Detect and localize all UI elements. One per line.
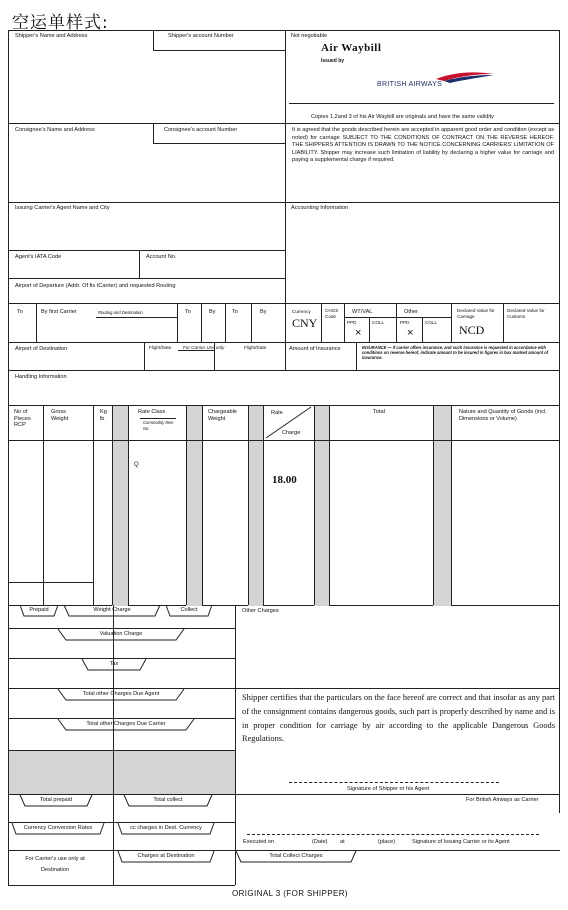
place-label: (place): [378, 839, 396, 845]
total-label: Total: [373, 409, 385, 415]
consignee-name-label: Consignee's Name and Address: [15, 127, 95, 133]
air-waybill-title: Air Waybill: [321, 42, 382, 54]
executed-signature-line: [247, 834, 539, 835]
cc-charges-label: cc charges in Dest. Currency: [130, 825, 202, 831]
other-charges-label: Other Charges: [242, 608, 279, 614]
page-title: 空运单样式:: [12, 13, 109, 33]
charges-destination-tab: [118, 851, 214, 862]
other-label: Other: [404, 309, 418, 315]
weight-charge-label: Weight Charge: [93, 607, 131, 613]
shipper-signature-line: [289, 782, 499, 783]
tax-label: Tax: [109, 661, 119, 667]
total-collect-charges-tab: [236, 851, 356, 862]
issued-by-label: Issued by: [321, 58, 345, 64]
executed-on-label: Executed on: [243, 839, 275, 845]
charges-destination-label: Charges at Destination: [137, 853, 195, 859]
chgs-code-label: CHGS Code: [325, 308, 339, 319]
declared-customs-label: Declared Value for Customs: [507, 308, 545, 319]
not-negotiable-label: Not negotiable: [291, 33, 328, 39]
currency-label: Currency: [292, 309, 311, 314]
no-pieces-label: No of Pieces RCP: [14, 409, 31, 429]
charge-label: Charge: [282, 430, 301, 436]
total-other-carrier-label: Total other Charges Due Carrier: [86, 721, 166, 727]
currency-value: CNY: [292, 316, 318, 330]
collect-label: Collect: [180, 607, 198, 613]
total-prepaid-label: Total prepaid: [39, 797, 73, 803]
handling-info-label: Handling Information: [15, 374, 67, 380]
ppd-label-1: PPD: [347, 320, 357, 325]
airport-departure-label: Airport of Departure (Addr. Of fis tCarrier) and requested Routing: [15, 283, 176, 289]
total-prepaid-tab: [20, 795, 92, 806]
rate-label: Rate: [271, 410, 283, 416]
conditions-text: It is agreed that the goods described herein are accepted in apparent good order and condition (except as noted) for carriage SUBJECT TO THE CONDITIONS OF CONTRACT ON THE REVERSE HEREOF. THE SHIPPERS ATTENTION IS DRAWN TO THE NOTICE CONCERNING CARRIERS' LIMITATION OF LIABILITY. Shipper may increase such limitation of liability by declaring a higher value for carriage and paying a supplemental charge if required.: [292, 127, 554, 164]
prepaid-tab: [20, 605, 58, 616]
kg-lb-label: Kg lb: [100, 409, 107, 422]
chargeable-weight-label: Chargeable Weight: [208, 409, 237, 422]
flight-date-label-1: Flight/Date: [149, 345, 172, 350]
coll-label-2: COLL: [425, 320, 438, 325]
total-other-agent-label: Total other Charges Due Agent: [82, 691, 160, 697]
british-airways-logo: [374, 70, 494, 92]
shipper-certification-text: Shipper certifies that the particulars on the face hereof are correct and that insofar as any part of the consignment contains dangerous goods, such part is properly described by name and is in proper condition for carriage by air according to the applicable Dangerous Goods Regulations.: [242, 693, 555, 744]
by-first-carrier-label: By first Carrier: [41, 309, 77, 315]
copies-note: Copies 1,2and 3 of his Air Waybill are originals and have the same validity: [311, 114, 494, 120]
date-label: (Date): [312, 839, 328, 845]
rate-value: 18.00: [272, 474, 297, 486]
commodity-item-label: Commodity Item No.: [143, 420, 174, 431]
total-other-carrier-tab: [58, 719, 194, 730]
accounting-info-label: Accounting Information: [291, 205, 349, 211]
shipper-name-label: Shipper's Name and Address: [15, 33, 88, 39]
signature-shipper-label: Signature of Shipper or his Agent: [347, 786, 430, 792]
shipper-account-label: Shipper's account Number: [168, 33, 234, 39]
flight-date-label-2: Flight/Date: [244, 345, 267, 350]
at-label: at: [340, 839, 345, 845]
consignee-account-label: Consignee's account Number: [164, 127, 238, 133]
valuation-charge-label: Valuation Charge: [99, 631, 143, 637]
amount-insurance-label: Amount of Insurance: [289, 346, 341, 352]
total-other-agent-tab: [58, 689, 184, 700]
total-collect-tab: [124, 795, 212, 806]
currency-conversion-tab: [12, 823, 104, 834]
for-carrier-use-destination-label: For Carrier's use only at Destination: [25, 856, 85, 873]
for-carrier-use-label: For Carrier Use only: [183, 345, 225, 350]
prepaid-label: Prepaid: [29, 607, 49, 613]
wt-val-label: WT/VAL: [352, 309, 373, 315]
to-label-1: To: [17, 309, 23, 315]
rate-class-label: Rate Class: [138, 409, 166, 415]
ppd-label-2: PPD: [400, 320, 410, 325]
airport-destination-label: Airport of Destination: [15, 346, 68, 352]
currency-conversion-label: Currency Conversion Rates: [23, 825, 93, 831]
signature-issuing-label: Signature of Issuing Carrier or its Agent: [412, 839, 510, 845]
tax-tab: [82, 659, 146, 670]
gross-weight-label: Gross Weight: [51, 409, 69, 422]
declared-carriage-value: NCD: [459, 323, 485, 337]
weight-charge-tab: [64, 605, 160, 616]
by-label-2: By: [209, 309, 216, 315]
coll-label-1: COLL: [372, 320, 385, 325]
insurance-text: INSURANCE — If carrier offers insurance, and such insurance is requested in accordance with conditions on reverse hereof, indicate amount to be insured in figures in box marked amount of insurance.: [362, 345, 549, 361]
iata-code-label: Agent's IATA Code: [15, 254, 62, 260]
airline-name: BRITISH AIRWAYS: [377, 81, 443, 88]
original-footer: ORIGINAL 3 (FOR SHIPPER): [232, 889, 348, 898]
valuation-charge-tab: [58, 629, 184, 640]
declared-carriage-label: Declared Value for Carriage: [457, 308, 495, 319]
total-collect-charges-label: Total Collect Charges: [269, 853, 323, 859]
wt-val-ppd-mark: ×: [355, 327, 362, 339]
other-ppd-mark: ×: [407, 327, 414, 339]
account-no-label: Account No.: [146, 254, 177, 260]
by-label-3: By: [260, 309, 267, 315]
to-label-2: To: [185, 309, 191, 315]
nature-quantity-label: Nature and Quantity of Goods (incl. Dimensions or Volume): [459, 409, 547, 422]
routing-destination-label: Routing and Destination: [98, 310, 143, 315]
collect-tab: [166, 605, 212, 616]
for-british-airways-label: For British Airways as Carrier: [466, 797, 539, 803]
issuing-agent-label: Issuing Carrier's Agent Name and City: [15, 205, 110, 211]
to-label-3: To: [232, 309, 238, 315]
total-collect-label: Total collect: [153, 797, 183, 803]
cc-charges-tab: [118, 823, 214, 834]
rate-class-mark: Q: [134, 462, 139, 468]
